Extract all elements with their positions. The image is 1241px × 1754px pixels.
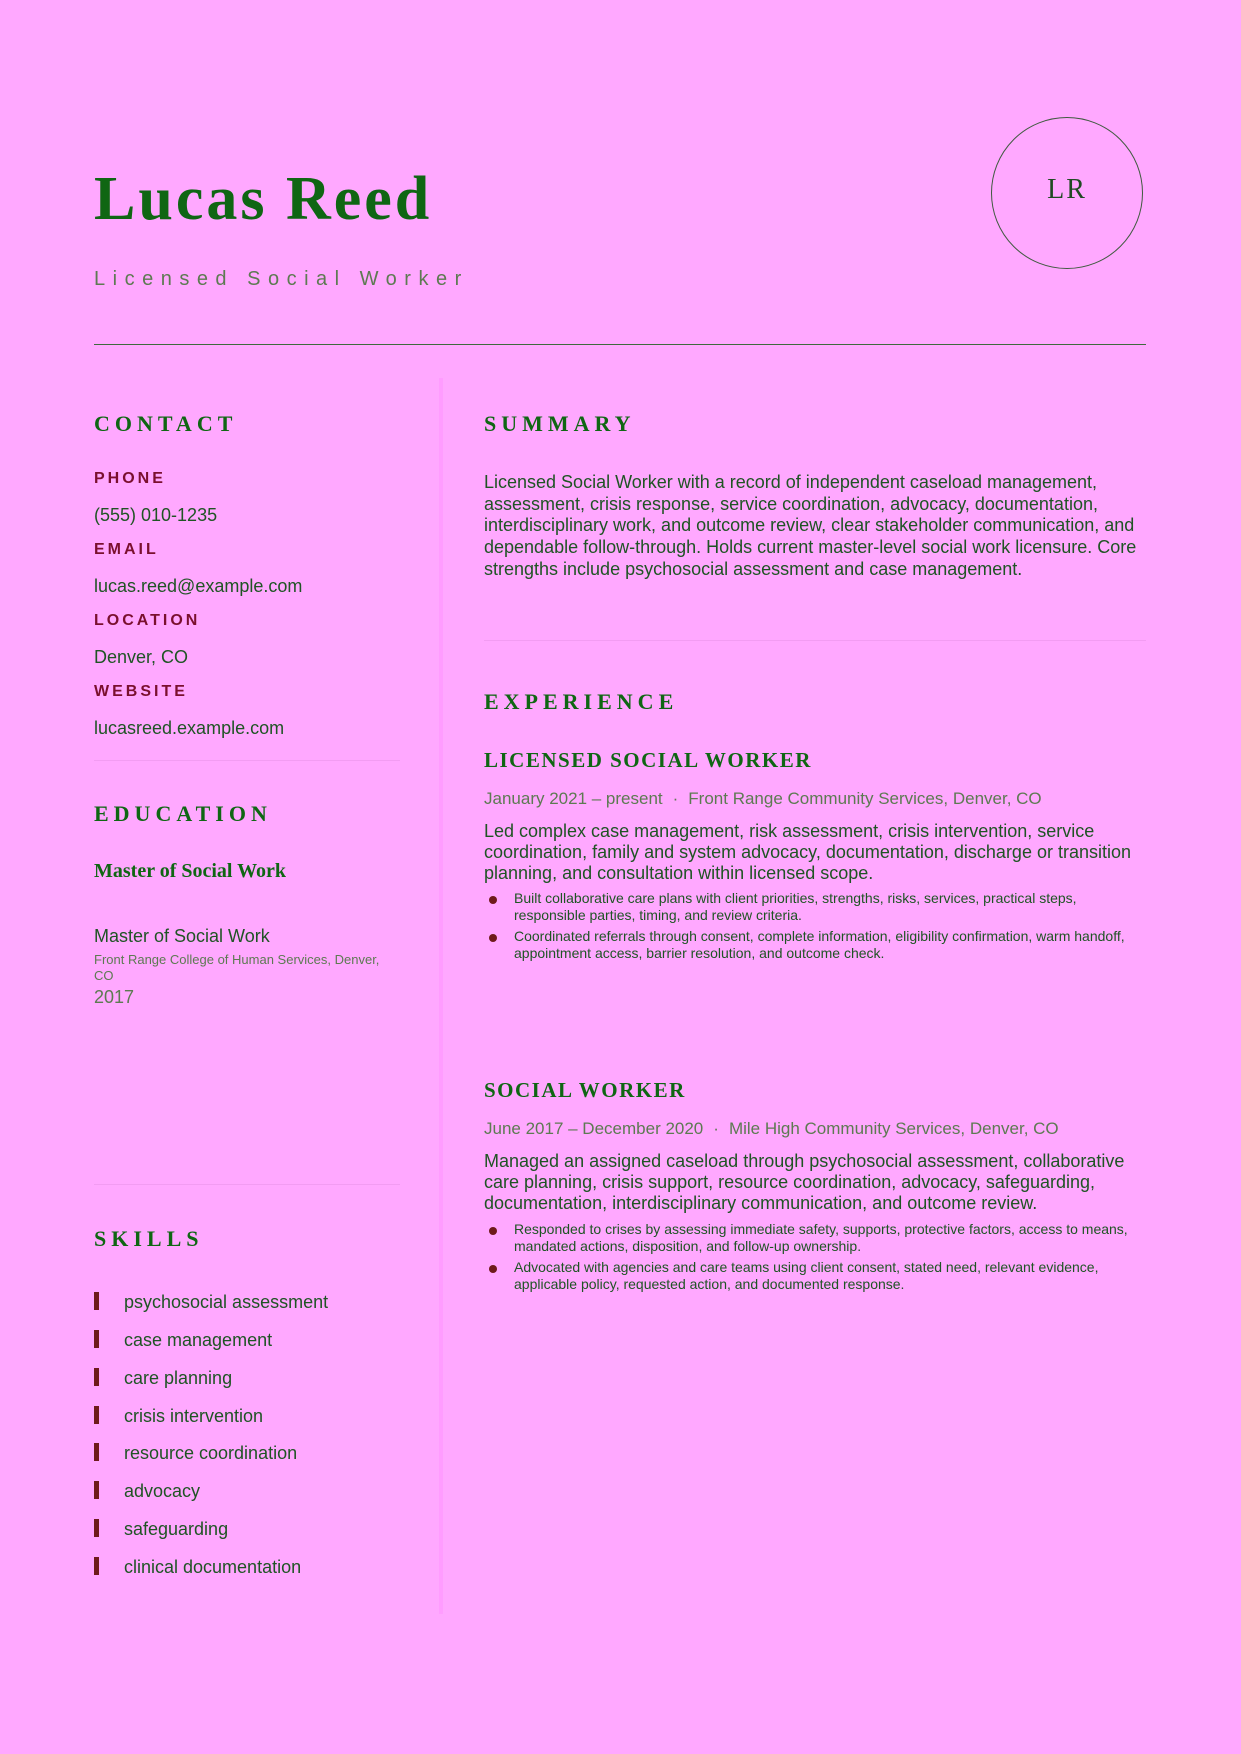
skill-label: crisis intervention [124,1406,264,1426]
skill-marker [94,1519,99,1537]
education-heading: EDUCATION [94,801,272,826]
job-description: Led complex case management, risk assessment, crisis intervention, service coordination, family and system advocacy, documentation, discharge or transition planning, and consultation within licensed scope. [484,821,1131,883]
job-description: Managed an assigned caseload through psychosocial assessment, collaborative care planning, crisis support, resource coordination, advocacy, safeguarding, documentation, interdisciplinary communication, and outcome review. [484,1151,1125,1213]
phone-label: PHONE [94,470,166,487]
bullet-icon [489,1265,497,1273]
skill-marker [94,1368,99,1386]
summary-heading: SUMMARY [484,411,636,436]
resume-title: Licensed Social Worker [94,268,469,290]
skill-marker [94,1481,99,1499]
email-label: EMAIL [94,541,159,558]
skill-marker [94,1443,99,1461]
meta-separator: · [713,1119,719,1138]
contact-heading: CONTACT [94,411,238,436]
skill-label: clinical documentation [124,1557,302,1577]
location-value: Denver, CO [94,647,189,667]
bullet-text: Built collaborative care plans with client priorities, strengths, risks, services, practical steps, responsible parties, timing, and review criteria. [514,890,1077,923]
job-title: SOCIAL WORKER [484,1078,686,1102]
phone-value[interactable]: (555) 010-1235 [94,505,218,525]
job-bullets [484,890,1144,966]
school-name: Front Range College of Human Services, Denver, CO [94,952,380,983]
graduation-year: 2017 [94,987,135,1007]
skill-label: case management [124,1330,273,1350]
degree-name: Master of Social Work [94,926,270,946]
list-item [484,1259,1144,1293]
resume-name: Lucas Reed [94,165,433,233]
list-item [484,1221,1144,1255]
list-item [484,928,1144,962]
bullet-icon [489,934,497,942]
monogram-initials: LR [1047,174,1087,205]
skill-marker [94,1330,99,1348]
location-label: LOCATION [94,612,201,629]
education-title: Master of Social Work [94,860,287,882]
skill-label: care planning [124,1368,233,1388]
skill-label: psychosocial assessment [124,1292,329,1312]
summary-text: Licensed Social Worker with a record of independent caseload management, assessment, crisis response, service coordination, advocacy, documentation, interdisciplinary work, and outcome review, clear stakeholder communication, and dependable follow-through. Holds current master-level social work licensure. Core strengths include psychosocial assessment and case management. [484,472,1137,579]
job-dates: June 2017 – December 2020 [484,1119,704,1138]
job-bullets [484,1221,1144,1297]
job-dates: January 2021 – present [484,789,663,808]
list-item [484,890,1144,924]
bullet-text: Coordinated referrals through consent, complete information, eligibility confirmation, warm handoff, appointment access, barrier resolution, and outcome check. [514,928,1125,961]
bullet-icon [489,896,497,904]
bullet-text: Advocated with agencies and care teams using client consent, stated need, relevant evidence, applicable policy, requested action, and documented response. [514,1259,1099,1292]
job-title: LICENSED SOCIAL WORKER [484,748,812,772]
skill-marker [94,1557,99,1575]
job-organization: Front Range Community Services, Denver, CO [688,789,1042,808]
contact-divider [94,760,400,761]
job-organization: Mile High Community Services, Denver, CO [728,1119,1059,1138]
header-divider [94,344,1146,345]
education-divider [94,1184,400,1185]
bullet-icon [489,1227,497,1235]
column-divider [439,378,443,1614]
skill-label: resource coordination [124,1443,298,1463]
skill-marker [94,1406,99,1424]
bullet-text: Responded to crises by assessing immediate safety, supports, protective factors, access to means, mandated actions, disposition, and follow-up ownership. [514,1221,1128,1254]
job-meta [484,789,1042,809]
skills-heading: SKILLS [94,1226,204,1251]
website-label: WEBSITE [94,683,188,700]
email-value[interactable]: lucas.reed@example.com [94,576,303,596]
summary-divider [484,640,1146,641]
website-value[interactable]: lucasreed.example.com [94,718,285,738]
meta-separator: · [672,789,679,808]
skill-label: advocacy [124,1481,201,1501]
experience-heading: EXPERIENCE [484,689,679,714]
skill-marker [94,1292,99,1310]
monogram-badge [991,117,1143,269]
skill-label: safeguarding [124,1519,229,1539]
job-meta [484,1119,1059,1139]
